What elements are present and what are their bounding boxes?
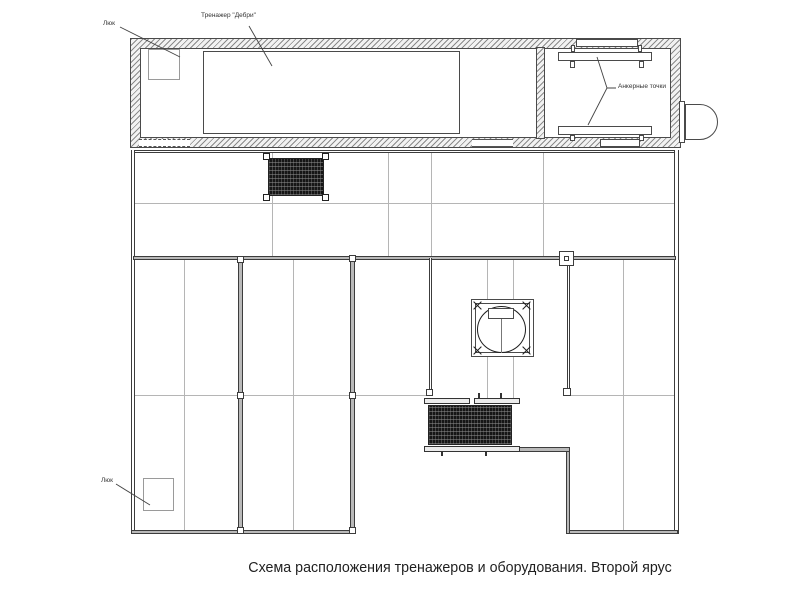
container-partition-wall bbox=[536, 47, 545, 139]
anchor-bar-tick bbox=[571, 45, 575, 52]
grating-post bbox=[263, 194, 270, 201]
grating-post bbox=[322, 194, 329, 201]
deck-right-wall bbox=[674, 150, 679, 534]
step-wall-horizontal bbox=[512, 447, 570, 452]
grating-post bbox=[263, 153, 270, 160]
corner-x-mark bbox=[473, 346, 482, 355]
deck-left-wall bbox=[131, 150, 135, 534]
label-anchor-points: Анкерные точки bbox=[618, 83, 666, 90]
wall-node bbox=[349, 527, 356, 534]
wall-inset-bar-bottom bbox=[600, 139, 640, 147]
seam-line bbox=[543, 153, 544, 256]
junction-node-inner bbox=[564, 256, 569, 261]
grating-rail-top bbox=[424, 398, 470, 404]
anchor-bar-foot bbox=[639, 135, 644, 141]
grating-rail-top bbox=[474, 398, 520, 404]
wall-node bbox=[349, 392, 356, 399]
hatch-square-bottom bbox=[143, 478, 174, 511]
net-grating-lower bbox=[428, 405, 512, 445]
net-grating-upper bbox=[268, 158, 324, 196]
step-wall-vertical bbox=[566, 451, 570, 534]
corner-x-mark bbox=[522, 346, 531, 355]
rail-tick bbox=[478, 393, 480, 399]
anchor-bar-bottom bbox=[558, 126, 652, 135]
drawing-title: Схема расположения тренажеров и оборудования. Второй ярус bbox=[248, 559, 672, 576]
anchor-bar-foot bbox=[639, 61, 644, 68]
seam-line bbox=[568, 395, 674, 396]
label-trainer: Тренажер "Дебри" bbox=[201, 12, 256, 19]
grating-rail-bottom bbox=[424, 446, 520, 452]
chute-line bbox=[513, 357, 514, 399]
seam-line bbox=[431, 153, 432, 256]
junction-node bbox=[563, 388, 571, 396]
anchor-bar-foot bbox=[570, 135, 575, 141]
hatch-square-top bbox=[148, 49, 180, 80]
rail-tick bbox=[485, 452, 487, 456]
grating-post bbox=[322, 153, 329, 160]
slide-entry-box bbox=[488, 308, 514, 319]
corner-x-mark bbox=[473, 301, 482, 310]
chute-line bbox=[513, 260, 514, 300]
deck-top-edge bbox=[133, 150, 678, 153]
wall-node bbox=[237, 527, 244, 534]
chute-line bbox=[487, 357, 488, 399]
seam-line bbox=[135, 395, 429, 396]
wall-opening-dashed bbox=[139, 139, 190, 147]
anchor-bar-tick bbox=[638, 45, 642, 52]
trainer-rect bbox=[203, 51, 460, 134]
label-hatch-bottom: Люк bbox=[101, 477, 113, 484]
wall-node bbox=[237, 256, 244, 263]
wall-node bbox=[349, 255, 356, 262]
wall-opening bbox=[472, 139, 513, 147]
wall-node bbox=[237, 392, 244, 399]
anchor-bar-top bbox=[558, 52, 652, 61]
corner-x-mark bbox=[522, 301, 531, 310]
chute-line bbox=[487, 260, 488, 300]
rail-tick bbox=[441, 452, 443, 456]
wall-node bbox=[426, 389, 433, 396]
bottom-wall-right bbox=[566, 530, 678, 534]
seam-line bbox=[388, 153, 389, 256]
wall-inset-bar-top bbox=[576, 39, 638, 47]
band-bottom-wall bbox=[133, 256, 676, 260]
room-edge-line bbox=[567, 266, 570, 392]
anchor-bar-foot bbox=[570, 61, 575, 68]
label-hatch-top: Люк bbox=[103, 20, 115, 27]
chute-wall bbox=[429, 258, 432, 393]
seam-line bbox=[135, 203, 674, 204]
rail-tick bbox=[500, 393, 502, 399]
exterior-dome bbox=[685, 104, 718, 140]
